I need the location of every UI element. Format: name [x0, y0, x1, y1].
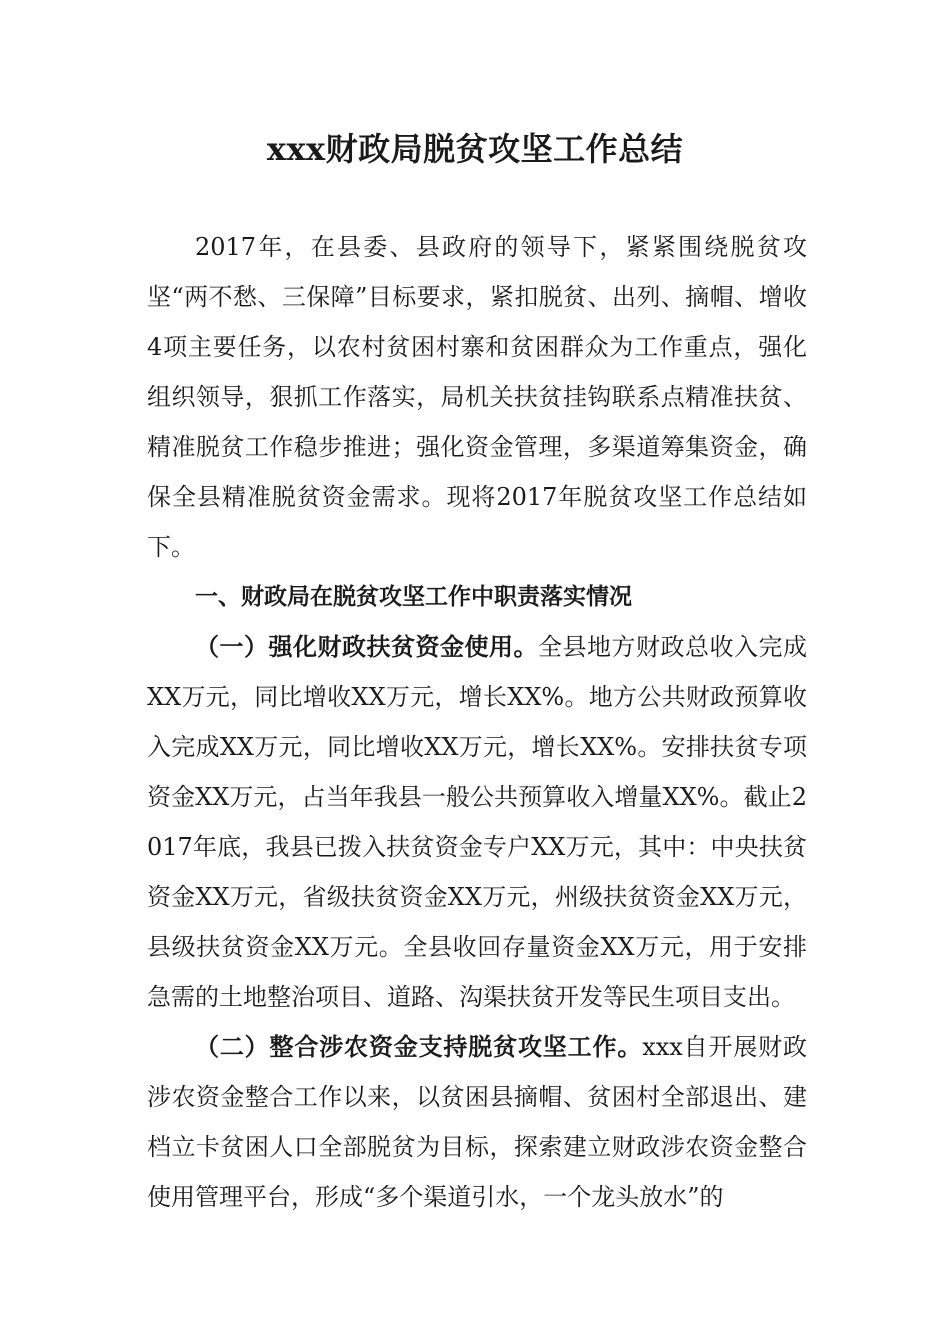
- paragraph-item-2: [147, 1022, 807, 1222]
- document-title: xxx财政局脱贫攻坚工作总结: [266, 130, 684, 168]
- item-1-text: 全县地方财政总收入完成XX万元，同比增收XX万元，增长XX%。地方公共财政预算收入完成XX万元，同比增收XX万元，增长XX%。安排扶贫专项资金XX万元，占当年我县一般公共预算收入增量XX%。截止2017年底，我县已拨入扶贫资金专户XX万元，其中：中央扶贫资金XX万元，省级扶贫资金XX万元，州级扶贫资金XX万元，县级扶贫资金XX万元。全县收回存量资金XX万元，用于安排急需的土地整治项目、道路、沟渠扶贫开发等民生项目支出。: [147, 633, 807, 1011]
- document-body: [147, 222, 807, 1222]
- section-heading: 一、财政局在脱贫攻坚工作中职责落实情况: [195, 584, 632, 610]
- intro-paragraph: 2017年，在县委、县政府的领导下，紧紧围绕脱贫攻坚“两不愁、三保障”目标要求，紧扣脱贫、出列、摘帽、增收4项主要任务，以农村贫困村寨和贫困群众为工作重点，强化组织领导，狠抓工作落实，局机关扶贫挂钩联系点精准扶贫、精准脱贫工作稳步推进；强化资金管理，多渠道筹集资金，确保全县精准脱贫资金需求。现将2017年脱贫攻坚工作总结如下。: [147, 233, 807, 561]
- item-2-text: xxx自开展财政涉农资金整合工作以来，以贫困县摘帽、贫困村全部退出、建档立卡贫困人口全部脱贫为目标，探索建立财政涉农资金整合使用管理平台，形成“多个渠道引水，一个龙头放水”的: [147, 1033, 808, 1211]
- item-2-label: （二）整合涉农资金支持脱贫攻坚工作。: [195, 1032, 643, 1061]
- item-1-label: （一）强化财政扶贫资金使用。: [195, 632, 538, 661]
- paragraph-item-1: [147, 622, 807, 1022]
